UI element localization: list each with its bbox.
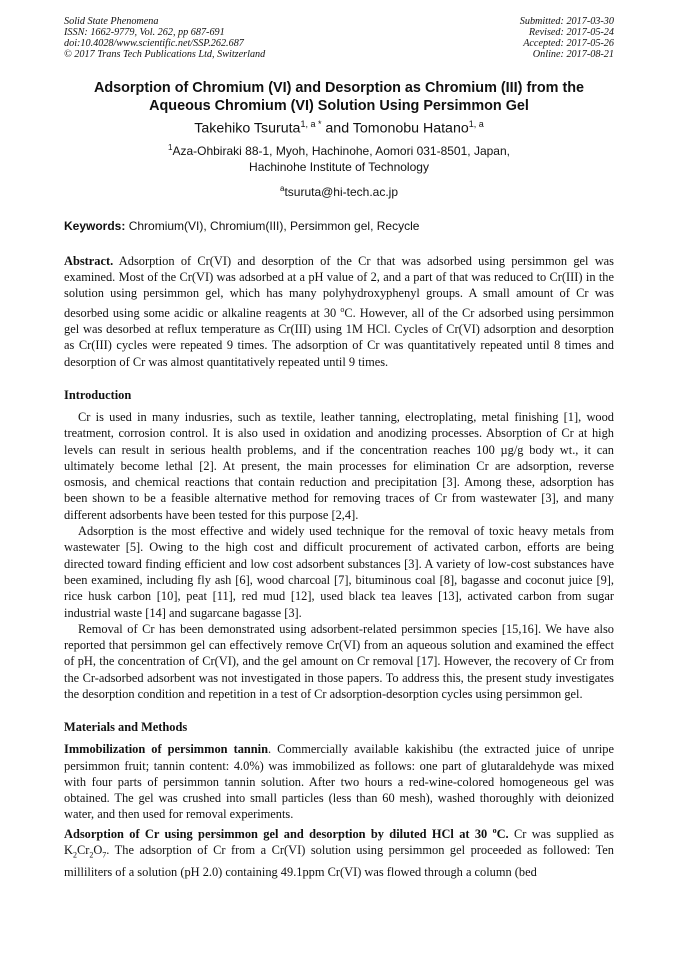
intro-paragraph: Adsorption is the most effective and widely used technique for the removal of toxic heavy metals from wastewater [5]. Owing to the high cost and difficult procurement of activated carbon, efforts are being directed toward finding efficient and low cost adsorbent substances [3]. A variety of low-cost substances have been examined, including fly ash [6], wood charcoal [7], bituminous coal [8], bagasse and coconut juice [9], rice husk carbon [10], peat [11], red mud [12], used black tea leaves [13], activated carbon from sugar industrial waste [14] and sugarcane bagasse [3]. [64,524,614,620]
methods-text: Cr [76,843,90,858]
keywords-text: Chromium(VI), Chromium(III), Persimmon gel, Recycle [125,218,420,233]
methods-text: O [93,843,103,858]
journal-copyright: © 2017 Trans Tech Publications Ltd, Switzerland [64,49,266,60]
journal-doi: doi:10.4028/www.scientific.net/SSP.262.687 [64,38,244,49]
journal-dates [520,16,614,60]
affiliation-line [64,140,614,159]
methods-paragraph [64,823,614,880]
degree-mark: o [492,825,497,835]
affiliation [64,140,614,175]
journal-info [64,16,265,60]
intro-paragraph: Cr is used in many indusries, such as textile, leather tanning, electroplating, metal finishing [1], wood treatment, corrosion control. It is also used in oxidation and anodizing processes. Absorption of Cr at high levels can result in serious health problems, and if the concentration reaches 100 µg/g body wt., it can ultimately become lethal [2]. At present, the main processes for elimination Cr are adsorption, reverse osmosis, and chemical reactions that contain reduction and precipitation [3]. Among these, adsorption has been shown to be a feasible alternative method for removing traces of Cr from wastewater [3], and many different adsorbents have been tested for this purpose [2,4]. [64,409,614,522]
section-heading-introduction: Introduction [64,387,132,402]
subsection-title: Immobilization of persimmon tannin [64,742,269,757]
date-online: Online: 2017-08-21 [532,49,614,60]
methods-paragraph [64,741,614,822]
email-address[interactable]: tsuruta@hi-tech.ac.jp [284,184,399,199]
methods-text: Cr was supplied as K [64,826,614,858]
author-superscript: 1, a [468,119,484,129]
methods-text: . The adsorption of Cr from a Cr(VI) solution using persimmon gel proceeded as followed: Ten milliliters of a solution (pH 2.0) containing 49.1ppm Cr(VI) was flowed through a column (bed [64,843,614,879]
author-list [64,119,614,137]
keywords-label: Keywords: [64,218,126,233]
degree-mark: o [340,304,345,314]
keywords [64,219,614,233]
affiliation-institute: Hachinohe Institute of Technology [249,159,429,174]
abstract-label: Abstract. [64,253,114,268]
author-email [64,184,614,199]
subscript: 7 [102,850,107,860]
paper-title: Adsorption of Chromium (VI) and Desorption as Chromium (III) from the Aqueous Chromium (VI) Solution Using Persimmon Gel [93,80,585,114]
subscript: 2 [72,850,77,860]
methods-text: . Commercially available kakishibu (the extracted juice of unripe persimmon fruit; tannin content: 4.0%) was immobilized as follows: one part of glutaraldehyde was mixed with four parts of persimmon tannin solution. After two hours a red-wine-colored homogeneous gel was obtained. The gel was crushed into small particles (less than 60 mesh), washed thoroughly with deionized water, and then used for removal experiments. [64,742,614,822]
author-conjunction: and [321,120,353,137]
subsection-title-text: C. [496,826,509,841]
date-submitted: Submitted: 2017-03-30 [519,16,614,27]
subsection-title [64,827,509,841]
journal-name: Solid State Phenomena [64,16,159,27]
intro-paragraph: Removal of Cr has been demonstrated using adsorbent-related persimmon species [15,16]. We have also reported that persimmon gel can effectively remove Cr(VI) from an aqueous solution and examined the effect of pH, the concentration of Cr(VI), and the gel amount on Cr removal [17]. However, the recovery of Cr from the Cr-adsorbed adsorbent was not investigated in those papers. To address this, the present study investigates the desorption condition and repetition in a test of Cr adsorption-desorption cycles using persimmon gel. [64,621,614,701]
affiliation-superscript: 1 [168,142,173,152]
email-superscript: a [279,183,285,193]
abstract [64,253,614,370]
date-accepted: Accepted: 2017-05-26 [523,38,614,49]
author-superscript: 1, a * [300,119,322,129]
journal-header [64,16,614,60]
section-heading-methods: Materials and Methods [64,720,188,735]
date-revised: Revised: 2017-05-24 [528,27,614,38]
journal-issn: ISSN: 1662-9779, Vol. 262, pp 687-691 [64,27,225,38]
subsection-title-text: Adsorption of Cr using persimmon gel and desorption by diluted HCl at 30 [64,826,493,841]
abstract-text: Adsorption of Cr(VI) and desorption of the Cr that was adsorbed using persimmon gel was examined. Most of the Cr(VI) was adsorbed at a pH value of 2, and a part of that was reduced to Cr(III) in the solution using persimmon gel, which has many polyhydroxyphenyl groups. A small amount of Cr was desorbed using some acidic or alkaline reagents at 30 [64,253,614,320]
affiliation-address: Aza-Ohbiraki 88-1, Myoh, Hachinohe, Aomori 031-8501, Japan, [172,143,510,158]
abstract-text: C. However, all of the Cr adsorbed using persimmon gel was desorbed at reflux temperature as Cr(III) using 1M HCl. Cycles of Cr(VI) adsorption and desorption as Cr(III) cycles were repeated 9 times. The adsorption of Cr was quantitatively repeated until 8 times and desorption of Cr was almost quantitatively repeated until 9 times. [64,305,614,369]
subscript: 2 [89,850,94,860]
author-name: Tomonobu Hatano [352,120,469,137]
author-name: Takehiko Tsuruta [194,120,301,137]
